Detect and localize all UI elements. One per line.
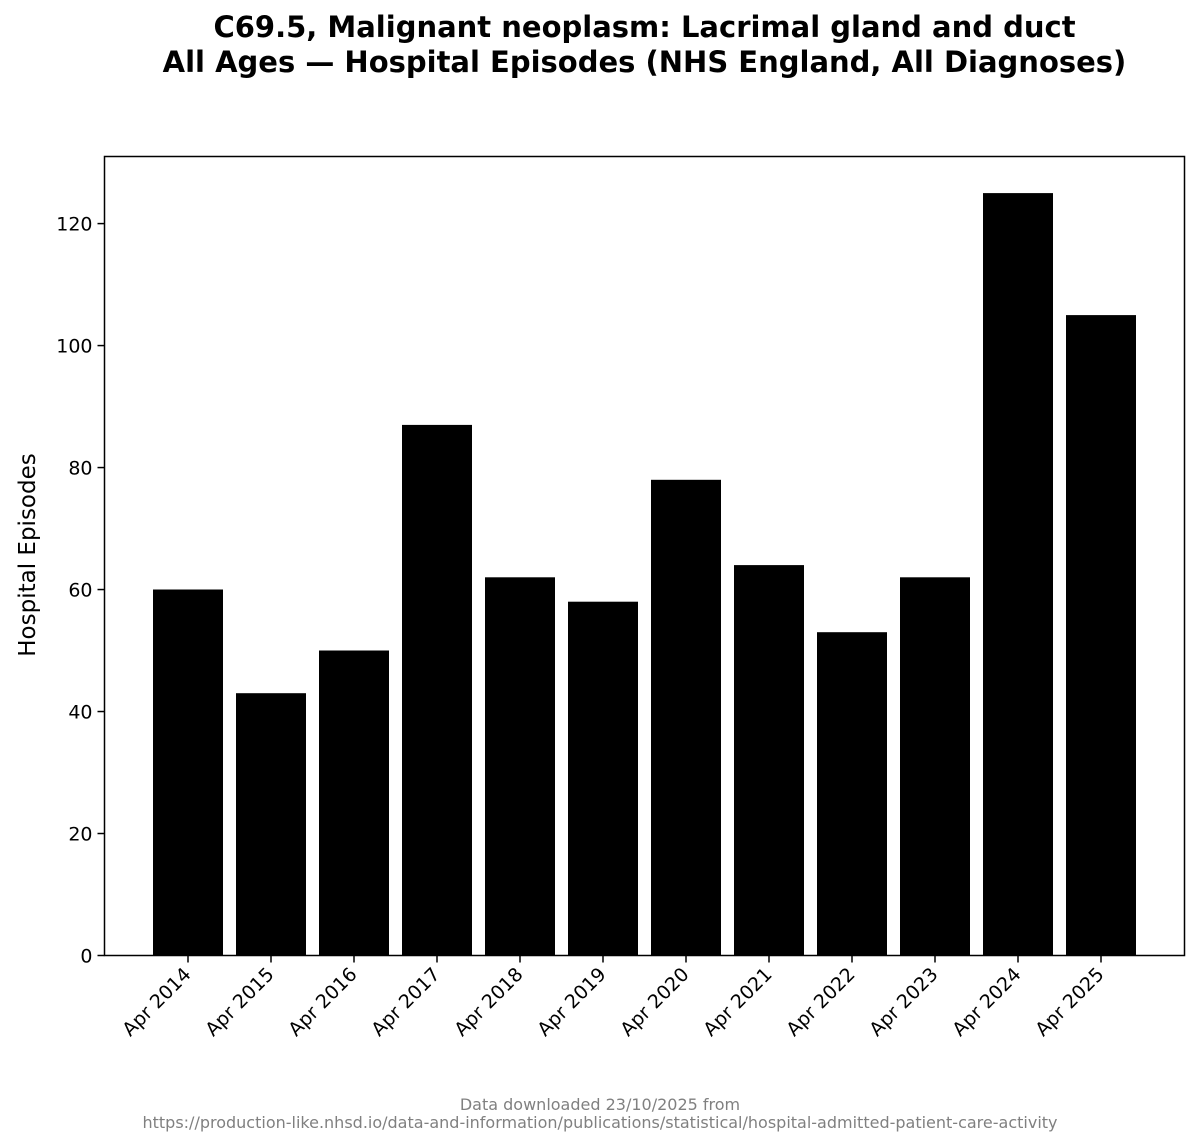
x-tick-label: Apr 2015 xyxy=(201,963,279,1041)
bar-apr-2024 xyxy=(983,193,1053,955)
x-tick-label: Apr 2018 xyxy=(450,963,528,1041)
y-axis xyxy=(56,214,104,968)
bar-apr-2018 xyxy=(485,577,555,955)
y-tick-label: 60 xyxy=(68,579,93,602)
y-tick-label: 0 xyxy=(80,945,93,968)
x-tick-label: Apr 2017 xyxy=(367,963,445,1041)
bar-apr-2021 xyxy=(734,565,804,955)
y-tick-label: 80 xyxy=(68,457,93,480)
x-tick-label: Apr 2020 xyxy=(616,963,694,1041)
x-tick-label: Apr 2025 xyxy=(1031,963,1109,1041)
bar-apr-2022 xyxy=(817,632,887,955)
y-tick-label: 100 xyxy=(56,335,93,358)
bar-apr-2017 xyxy=(402,425,472,956)
x-tick-label: Apr 2023 xyxy=(865,963,943,1041)
x-tick-label: Apr 2016 xyxy=(284,963,362,1041)
y-axis-label: Hospital Episodes xyxy=(15,453,41,657)
bar-apr-2020 xyxy=(651,480,721,956)
x-tick-label: Apr 2024 xyxy=(948,963,1026,1041)
chart-title-line-1: C69.5, Malignant neoplasm: Lacrimal gland and duct xyxy=(213,10,1076,44)
y-tick-label: 40 xyxy=(68,701,93,724)
bar-apr-2019 xyxy=(568,602,638,956)
footer-source-note: Data downloaded 23/10/2025 from xyxy=(459,1095,741,1114)
bars xyxy=(153,193,1136,955)
y-tick-label: 120 xyxy=(56,213,93,236)
x-axis xyxy=(118,956,1108,1041)
footer-source-url: https://production-like.nhsd.io/data-and-information/publications/statistical/hospital-admitted-patient-care-activity xyxy=(142,1113,1058,1132)
x-tick-label: Apr 2021 xyxy=(699,963,777,1041)
bar-apr-2016 xyxy=(319,651,389,956)
x-tick-label: Apr 2019 xyxy=(533,963,611,1041)
chart-title-line-2: All Ages — Hospital Episodes (NHS England, All Diagnoses) xyxy=(162,45,1127,79)
x-tick-label: Apr 2022 xyxy=(782,963,860,1041)
bar-apr-2023 xyxy=(900,577,970,955)
y-tick-label: 20 xyxy=(68,823,93,846)
x-tick-label: Apr 2014 xyxy=(118,963,196,1041)
bar-apr-2014 xyxy=(153,590,223,956)
bar-apr-2015 xyxy=(236,693,306,955)
bar-apr-2025 xyxy=(1066,315,1136,955)
